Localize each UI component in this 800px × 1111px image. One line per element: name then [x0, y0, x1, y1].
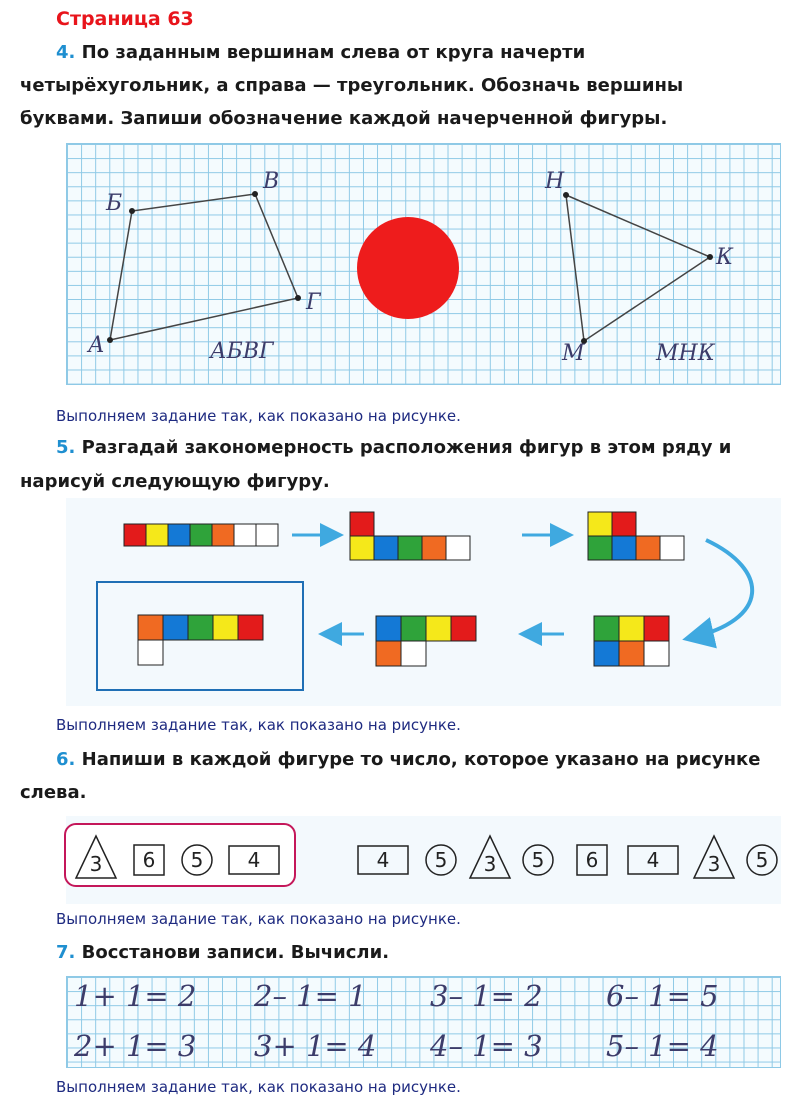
task4-drawing — [0, 0, 800, 400]
seq-6-number: 4 — [646, 848, 660, 872]
label-g: Г — [306, 290, 321, 315]
pattern-figure-answer — [138, 615, 263, 665]
eq-row2-2: 3+ 1= 4 — [254, 1029, 377, 1063]
seq-7-number: 3 — [707, 852, 721, 876]
label-n: Н — [545, 169, 565, 194]
seq-4-number: 5 — [531, 848, 545, 872]
task5-text — [56, 431, 776, 464]
quad-name: АБВГ — [210, 339, 274, 364]
task6-hint: Выполняем задание так, как показано на рисунке. — [56, 910, 461, 928]
pattern-figure-5 — [376, 616, 476, 666]
task4-line1: По заданным вершинам слева от круга начерти — [81, 42, 586, 63]
seq-2-number: 5 — [434, 848, 448, 872]
seq-8-number: 5 — [755, 848, 769, 872]
task5-number: 5. — [56, 437, 76, 458]
eq-row1-1: 1+ 1= 2 — [74, 979, 197, 1013]
tri-name: МНК — [656, 341, 715, 366]
quadrilateral-abvg — [110, 194, 298, 340]
task7-number: 7. — [56, 942, 76, 963]
task5-line2: нарисуй следующую фигуру. — [20, 471, 330, 492]
eq-row2-4: 5– 1= 4 — [606, 1029, 719, 1063]
key-square-number: 6 — [142, 848, 156, 872]
key-triangle-number: 3 — [89, 852, 103, 876]
eq-row2-3: 4– 1= 3 — [430, 1029, 543, 1063]
vertex-v — [252, 191, 258, 197]
task4-line2: четырёхугольник, а справа — треугольник. Обозначь вершины — [20, 75, 684, 96]
task4-number: 4. — [56, 42, 76, 63]
task6-line2: слева. — [20, 782, 87, 803]
pattern-figure-2 — [350, 512, 470, 560]
task6-number: 6. — [56, 749, 76, 770]
label-m: М — [562, 341, 585, 366]
label-k: К — [716, 245, 734, 270]
task4-hint: Выполняем задание так, как показано на рисунке. — [56, 407, 461, 425]
task6-text — [56, 743, 776, 776]
task4-line3: буквами. Запиши обозначение каждой начерченной фигуры. — [20, 108, 668, 129]
task7-hint: Выполняем задание так, как показано на рисунке. — [56, 1078, 461, 1096]
key-circle-number: 5 — [190, 848, 204, 872]
task6-shapes — [0, 816, 800, 906]
seq-5-number: 6 — [585, 848, 599, 872]
eq-row1-2: 2– 1= 1 — [254, 979, 367, 1013]
task5-pattern — [0, 490, 800, 710]
label-b: Б — [106, 191, 123, 216]
triangle-mnk — [566, 195, 710, 341]
key-rectangle-number: 4 — [247, 848, 261, 872]
pattern-figure-1 — [124, 524, 278, 546]
task5-line1: Разгадай закономерность расположения фигур в этом ряду и — [81, 437, 732, 458]
seq-1-number: 4 — [376, 848, 390, 872]
label-v: В — [263, 169, 280, 194]
vertex-g — [295, 295, 301, 301]
seq-3-number: 3 — [483, 852, 497, 876]
eq-row1-4: 6– 1= 5 — [606, 979, 719, 1013]
red-circle — [357, 217, 459, 319]
vertex-k — [707, 254, 713, 260]
task5-hint: Выполняем задание так, как показано на рисунке. — [56, 716, 461, 734]
page-title: Страница 63 — [56, 8, 194, 30]
task7-text — [56, 936, 776, 969]
task6-line1: Напиши в каждой фигуре то число, которое указано на рисунке — [81, 749, 761, 770]
label-a: А — [88, 333, 105, 358]
vertex-b — [129, 208, 135, 214]
arrow-curve — [690, 540, 752, 638]
task7-title: Восстанови записи. Вычисли. — [81, 942, 390, 963]
eq-row1-3: 3– 1= 2 — [430, 979, 543, 1013]
eq-row2-1: 2+ 1= 3 — [74, 1029, 197, 1063]
pattern-figure-3 — [588, 512, 684, 560]
vertex-a — [107, 337, 113, 343]
pattern-figure-4 — [594, 616, 669, 666]
